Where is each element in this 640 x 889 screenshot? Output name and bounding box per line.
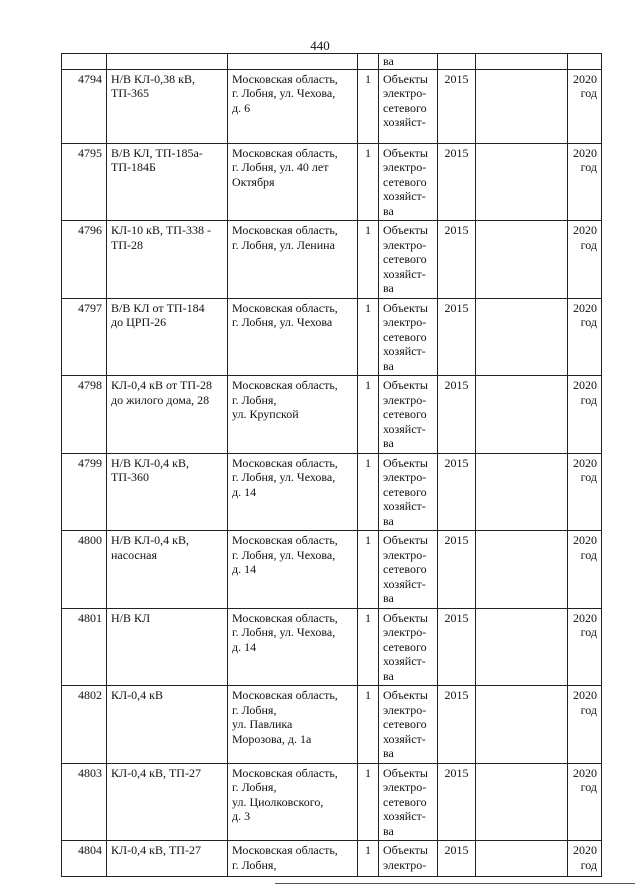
- cell-type-line: электро-: [383, 237, 427, 252]
- cell-term-line: год: [580, 702, 597, 717]
- cell-num: 4801: [62, 608, 107, 686]
- cell-name-line: КЛ-0,4 кВ: [111, 688, 163, 702]
- cell-address: [228, 453, 358, 531]
- cell-term: [568, 69, 602, 143]
- cell-name: [107, 143, 228, 221]
- cell-address-line: Московская область,: [232, 533, 338, 547]
- cell-term-line: 2020: [573, 610, 597, 625]
- cell-address: [228, 298, 358, 376]
- cell-blank: [476, 143, 568, 221]
- cell-address-line: Московская область,: [232, 300, 338, 315]
- cell-name-line: Н/В КЛ-0,4 кВ,: [111, 533, 189, 547]
- cell-name-line: КЛ-0,4 кВ, ТП-27: [111, 765, 201, 780]
- cell-type-line: Объекты: [383, 765, 428, 780]
- page-number: 440: [310, 38, 330, 53]
- cell-address-line: Московская область,: [232, 378, 338, 392]
- cell-name: [107, 608, 228, 686]
- cell-blank: [476, 298, 568, 376]
- cell-address-line: д. 14: [232, 562, 257, 576]
- cell-term: [568, 143, 602, 221]
- cell-term-line: год: [580, 857, 597, 872]
- cell-term-line: 2020: [573, 533, 597, 547]
- cell-address-line: ул. Крупской: [232, 407, 299, 421]
- cell-name: [107, 54, 228, 70]
- cell-type-line: Объекты: [383, 223, 428, 237]
- cell-term-line: 2020: [573, 688, 597, 702]
- cell-term: [568, 376, 602, 454]
- cell-type-line: сетевого: [383, 794, 427, 809]
- cell-term-line: год: [580, 392, 597, 407]
- cell-name-line: до ЦРП-26: [111, 315, 167, 329]
- cell-type-line: электро-: [383, 547, 427, 562]
- cell-address-line: Московская область,: [232, 843, 338, 857]
- cell-term-line: год: [580, 237, 597, 252]
- cell-year: 2015: [438, 453, 476, 531]
- cell-name: [107, 376, 228, 454]
- cell-address-line: Морозова, д. 1а: [232, 731, 312, 746]
- cell-name: [107, 453, 228, 531]
- cell-name: [107, 763, 228, 841]
- cell-address-line: г. Лобня,: [232, 392, 277, 407]
- cell-term: [568, 608, 602, 686]
- cell-qty: 1: [358, 531, 379, 609]
- cell-year: 2015: [438, 531, 476, 609]
- table-row: [62, 143, 602, 221]
- table-row-continuation: [62, 54, 602, 70]
- cell-address-line: г. Лобня, ул. Чехова,: [232, 547, 336, 562]
- cell-type-line: Объекты: [383, 455, 428, 470]
- cell-year: 2015: [438, 298, 476, 376]
- cell-name-line: Н/В КЛ: [111, 610, 151, 625]
- cell-address-line: г. Лобня, ул. Чехова,: [232, 470, 336, 484]
- cell-address-line: г. Лобня,: [232, 702, 277, 717]
- cell-type-line: ва: [383, 513, 394, 528]
- cell-address-line: д. 3: [232, 809, 251, 823]
- cell-type-line: Объекты: [383, 843, 428, 857]
- cell-num: 4798: [62, 376, 107, 454]
- cell-address-line: Октября: [232, 174, 275, 189]
- cell-address: [228, 841, 358, 877]
- cell-type-line: ва: [383, 436, 394, 450]
- cell-blank: [476, 453, 568, 531]
- cell-qty: 1: [358, 376, 379, 454]
- cell-address-line: г. Лобня, ул. 40 лет: [232, 160, 329, 174]
- cell-term-line: 2020: [573, 300, 597, 315]
- cell-address-line: г. Лобня,: [232, 857, 277, 872]
- cell-term: [568, 763, 602, 841]
- cell-name-line: насосная: [111, 547, 157, 562]
- cell-year: 2015: [438, 608, 476, 686]
- cell-name: [107, 841, 228, 877]
- cell-name-line: ТП-28: [111, 237, 143, 252]
- cell-year: 2015: [438, 763, 476, 841]
- cell-year: 2015: [438, 221, 476, 299]
- cell-type-line: ва: [383, 281, 394, 295]
- cell-address-line: г. Лобня, ул. Чехова,: [232, 86, 336, 100]
- table-row: [62, 376, 602, 454]
- cell-type: [379, 143, 438, 221]
- table-row: [62, 686, 602, 764]
- cell-type: [379, 763, 438, 841]
- cell-num: 4794: [62, 69, 107, 143]
- cell-type-line: сетевого: [383, 100, 427, 115]
- cell-address: [228, 54, 358, 70]
- cell-num: 4802: [62, 686, 107, 764]
- cell-term-line: 2020: [573, 765, 597, 780]
- cell-address-line: д. 6: [232, 100, 251, 115]
- cell-address-line: г. Лобня, ул. Чехова: [232, 315, 333, 329]
- cell-name-line: Н/В КЛ-0,38 кВ,: [111, 71, 195, 86]
- cell-type-line: ва: [383, 746, 394, 760]
- cell-year: 2015: [438, 686, 476, 764]
- cell-type-line: хозяйст-: [383, 266, 426, 281]
- cell-qty: 1: [358, 608, 379, 686]
- cell-type-line: Объекты: [383, 300, 428, 315]
- cell-qty: 1: [358, 763, 379, 841]
- cell-type-line: электро-: [383, 857, 427, 872]
- cell-type-line: сетевого: [383, 407, 427, 421]
- cell-qty: 1: [358, 841, 379, 877]
- cell-term-line: год: [580, 625, 597, 639]
- cell-type-line: электро-: [383, 160, 427, 174]
- cell-address-line: г. Лобня, ул. Ленина: [232, 237, 335, 252]
- cell-type-line: электро-: [383, 392, 427, 407]
- cell-address-line: Московская область,: [232, 145, 338, 160]
- cell-address: [228, 221, 358, 299]
- cell-name-line: КЛ-0,4 кВ от ТП-28: [111, 378, 213, 392]
- cell-term: [568, 221, 602, 299]
- cell-name: [107, 69, 228, 143]
- cell-address: [228, 143, 358, 221]
- cell-blank: [476, 686, 568, 764]
- cell-num: 4795: [62, 143, 107, 221]
- cell-term-line: год: [580, 470, 597, 484]
- cell-blank: [476, 54, 568, 70]
- cell-term: [568, 686, 602, 764]
- cell-num: 4799: [62, 453, 107, 531]
- cell-address-line: ул. Павлика: [232, 717, 293, 731]
- cell-type: [379, 298, 438, 376]
- cell-type-line: электро-: [383, 470, 427, 484]
- cell-type-line: хозяйст-: [383, 421, 426, 436]
- cell-term: [568, 453, 602, 531]
- cell-term-line: 2020: [573, 455, 597, 470]
- table-row: [62, 763, 602, 841]
- cell-type-line: хозяйст-: [383, 189, 426, 203]
- cell-term: [568, 54, 602, 70]
- cell-name: [107, 221, 228, 299]
- cell-type-line: сетевого: [383, 717, 427, 731]
- cell-type: [379, 608, 438, 686]
- table-row: [62, 531, 602, 609]
- cell-type-line: сетевого: [383, 562, 427, 576]
- cell-type-line: ва: [383, 203, 394, 218]
- cell-type-line: Объекты: [383, 688, 428, 702]
- registry-table: [61, 53, 602, 877]
- cell-name-line: В/В КЛ, ТП-185а-: [111, 145, 203, 160]
- cell-type-line: ва: [383, 358, 394, 373]
- cell-name-line: КЛ-10 кВ, ТП-338 -: [111, 223, 211, 237]
- cell-year: 2015: [438, 376, 476, 454]
- cell-type-line: Объекты: [383, 610, 428, 625]
- cell-address-line: Московская область,: [232, 71, 338, 86]
- cell-address-line: г. Лобня, ул. Чехова,: [232, 625, 336, 639]
- cell-type: [379, 453, 438, 531]
- cell-address-line: Московская область,: [232, 223, 338, 237]
- cell-type: [379, 69, 438, 143]
- table-row: [62, 298, 602, 376]
- cell-name: [107, 686, 228, 764]
- cell-term-line: год: [580, 160, 597, 174]
- cell-blank: [476, 608, 568, 686]
- cell-num: 4804: [62, 841, 107, 877]
- cell-term-line: 2020: [573, 71, 597, 86]
- cell-type-line: ва: [383, 668, 394, 683]
- cell-type-line: хозяйст-: [383, 809, 426, 823]
- bottom-rule: [275, 883, 635, 884]
- cell-term: [568, 298, 602, 376]
- cell-type: [379, 686, 438, 764]
- cell-address-line: д. 14: [232, 639, 257, 654]
- cell-blank: [476, 841, 568, 877]
- cell-name: [107, 531, 228, 609]
- cell-blank: [476, 221, 568, 299]
- cell-qty: 1: [358, 298, 379, 376]
- cell-name-line: Н/В КЛ-0,4 кВ,: [111, 455, 189, 470]
- cell-term: [568, 841, 602, 877]
- cell-type-line: электро-: [383, 315, 427, 329]
- cell-blank: [476, 531, 568, 609]
- table-row: [62, 608, 602, 686]
- cell-term-line: 2020: [573, 378, 597, 392]
- cell-address-line: д. 14: [232, 484, 257, 499]
- cell-type: [379, 531, 438, 609]
- cell-name-line: ТП-184Б: [111, 160, 156, 174]
- cell-term-line: год: [580, 315, 597, 329]
- cell-address: [228, 69, 358, 143]
- cell-blank: [476, 763, 568, 841]
- cell-address-line: г. Лобня,: [232, 780, 277, 794]
- cell-type: [379, 376, 438, 454]
- cell-term-line: год: [580, 547, 597, 562]
- cell-num: 4803: [62, 763, 107, 841]
- cell-qty: [358, 54, 379, 70]
- cell-address: [228, 376, 358, 454]
- cell-num: 4797: [62, 298, 107, 376]
- cell-type-line: хозяйст-: [383, 731, 426, 746]
- cell-type: ва: [379, 54, 438, 70]
- cell-address: [228, 686, 358, 764]
- cell-type-line: сетевого: [383, 252, 427, 266]
- cell-qty: 1: [358, 221, 379, 299]
- cell-type-line: хозяйст-: [383, 115, 426, 129]
- cell-type-line: Объекты: [383, 71, 428, 86]
- cell-name-line: КЛ-0,4 кВ, ТП-27: [111, 843, 201, 857]
- cell-qty: 1: [358, 143, 379, 221]
- cell-type-line: сетевого: [383, 329, 427, 344]
- cell-num: 4800: [62, 531, 107, 609]
- cell-type-line: Объекты: [383, 533, 428, 547]
- table-row: [62, 221, 602, 299]
- cell-address-line: Московская область,: [232, 765, 338, 780]
- cell-type-line: электро-: [383, 625, 427, 639]
- cell-address: [228, 531, 358, 609]
- cell-blank: [476, 376, 568, 454]
- cell-term-line: 2020: [573, 843, 597, 857]
- cell-address-line: ул. Циолковского,: [232, 794, 324, 809]
- cell-name-line: В/В КЛ от ТП-184: [111, 300, 205, 315]
- cell-type-line: электро-: [383, 702, 427, 717]
- cell-blank: [476, 69, 568, 143]
- table-row: [62, 453, 602, 531]
- cell-year: [438, 54, 476, 70]
- cell-type-line: Объекты: [383, 378, 428, 392]
- cell-type-line: ва: [383, 591, 394, 605]
- cell-address-line: Московская область,: [232, 688, 338, 702]
- cell-type-line: сетевого: [383, 484, 427, 499]
- table-row: [62, 69, 602, 143]
- cell-type-line: электро-: [383, 86, 427, 100]
- cell-term: [568, 531, 602, 609]
- cell-term-line: год: [580, 780, 597, 794]
- cell-type: [379, 221, 438, 299]
- cell-type-line: Объекты: [383, 145, 428, 160]
- cell-num: 4796: [62, 221, 107, 299]
- cell-name-line: ТП-360: [111, 470, 149, 484]
- cell-term-line: 2020: [573, 223, 597, 237]
- cell-term-line: 2020: [573, 145, 597, 160]
- cell-type-line: хозяйст-: [383, 654, 426, 668]
- cell-name-line: ТП-365: [111, 86, 149, 100]
- cell-address: [228, 608, 358, 686]
- cell-type-line: сетевого: [383, 639, 427, 654]
- cell-address: [228, 763, 358, 841]
- cell-type: [379, 841, 438, 877]
- cell-type-line: сетевого: [383, 174, 427, 189]
- cell-type-line: хозяйст-: [383, 344, 426, 358]
- cell-qty: 1: [358, 69, 379, 143]
- cell-num: [62, 54, 107, 70]
- cell-address-line: Московская область,: [232, 610, 338, 625]
- cell-name-line: до жилого дома, 28: [111, 392, 210, 407]
- cell-name: [107, 298, 228, 376]
- cell-type-line: ва: [383, 823, 394, 838]
- cell-qty: 1: [358, 686, 379, 764]
- cell-type-line: электро-: [383, 780, 427, 794]
- table-row: [62, 841, 602, 877]
- cell-year: 2015: [438, 69, 476, 143]
- cell-address-line: Московская область,: [232, 455, 338, 470]
- cell-year: 2015: [438, 841, 476, 877]
- cell-year: 2015: [438, 143, 476, 221]
- cell-qty: 1: [358, 453, 379, 531]
- cell-type-line: хозяйст-: [383, 499, 426, 513]
- cell-type-line: хозяйст-: [383, 576, 426, 591]
- cell-term-line: год: [580, 86, 597, 100]
